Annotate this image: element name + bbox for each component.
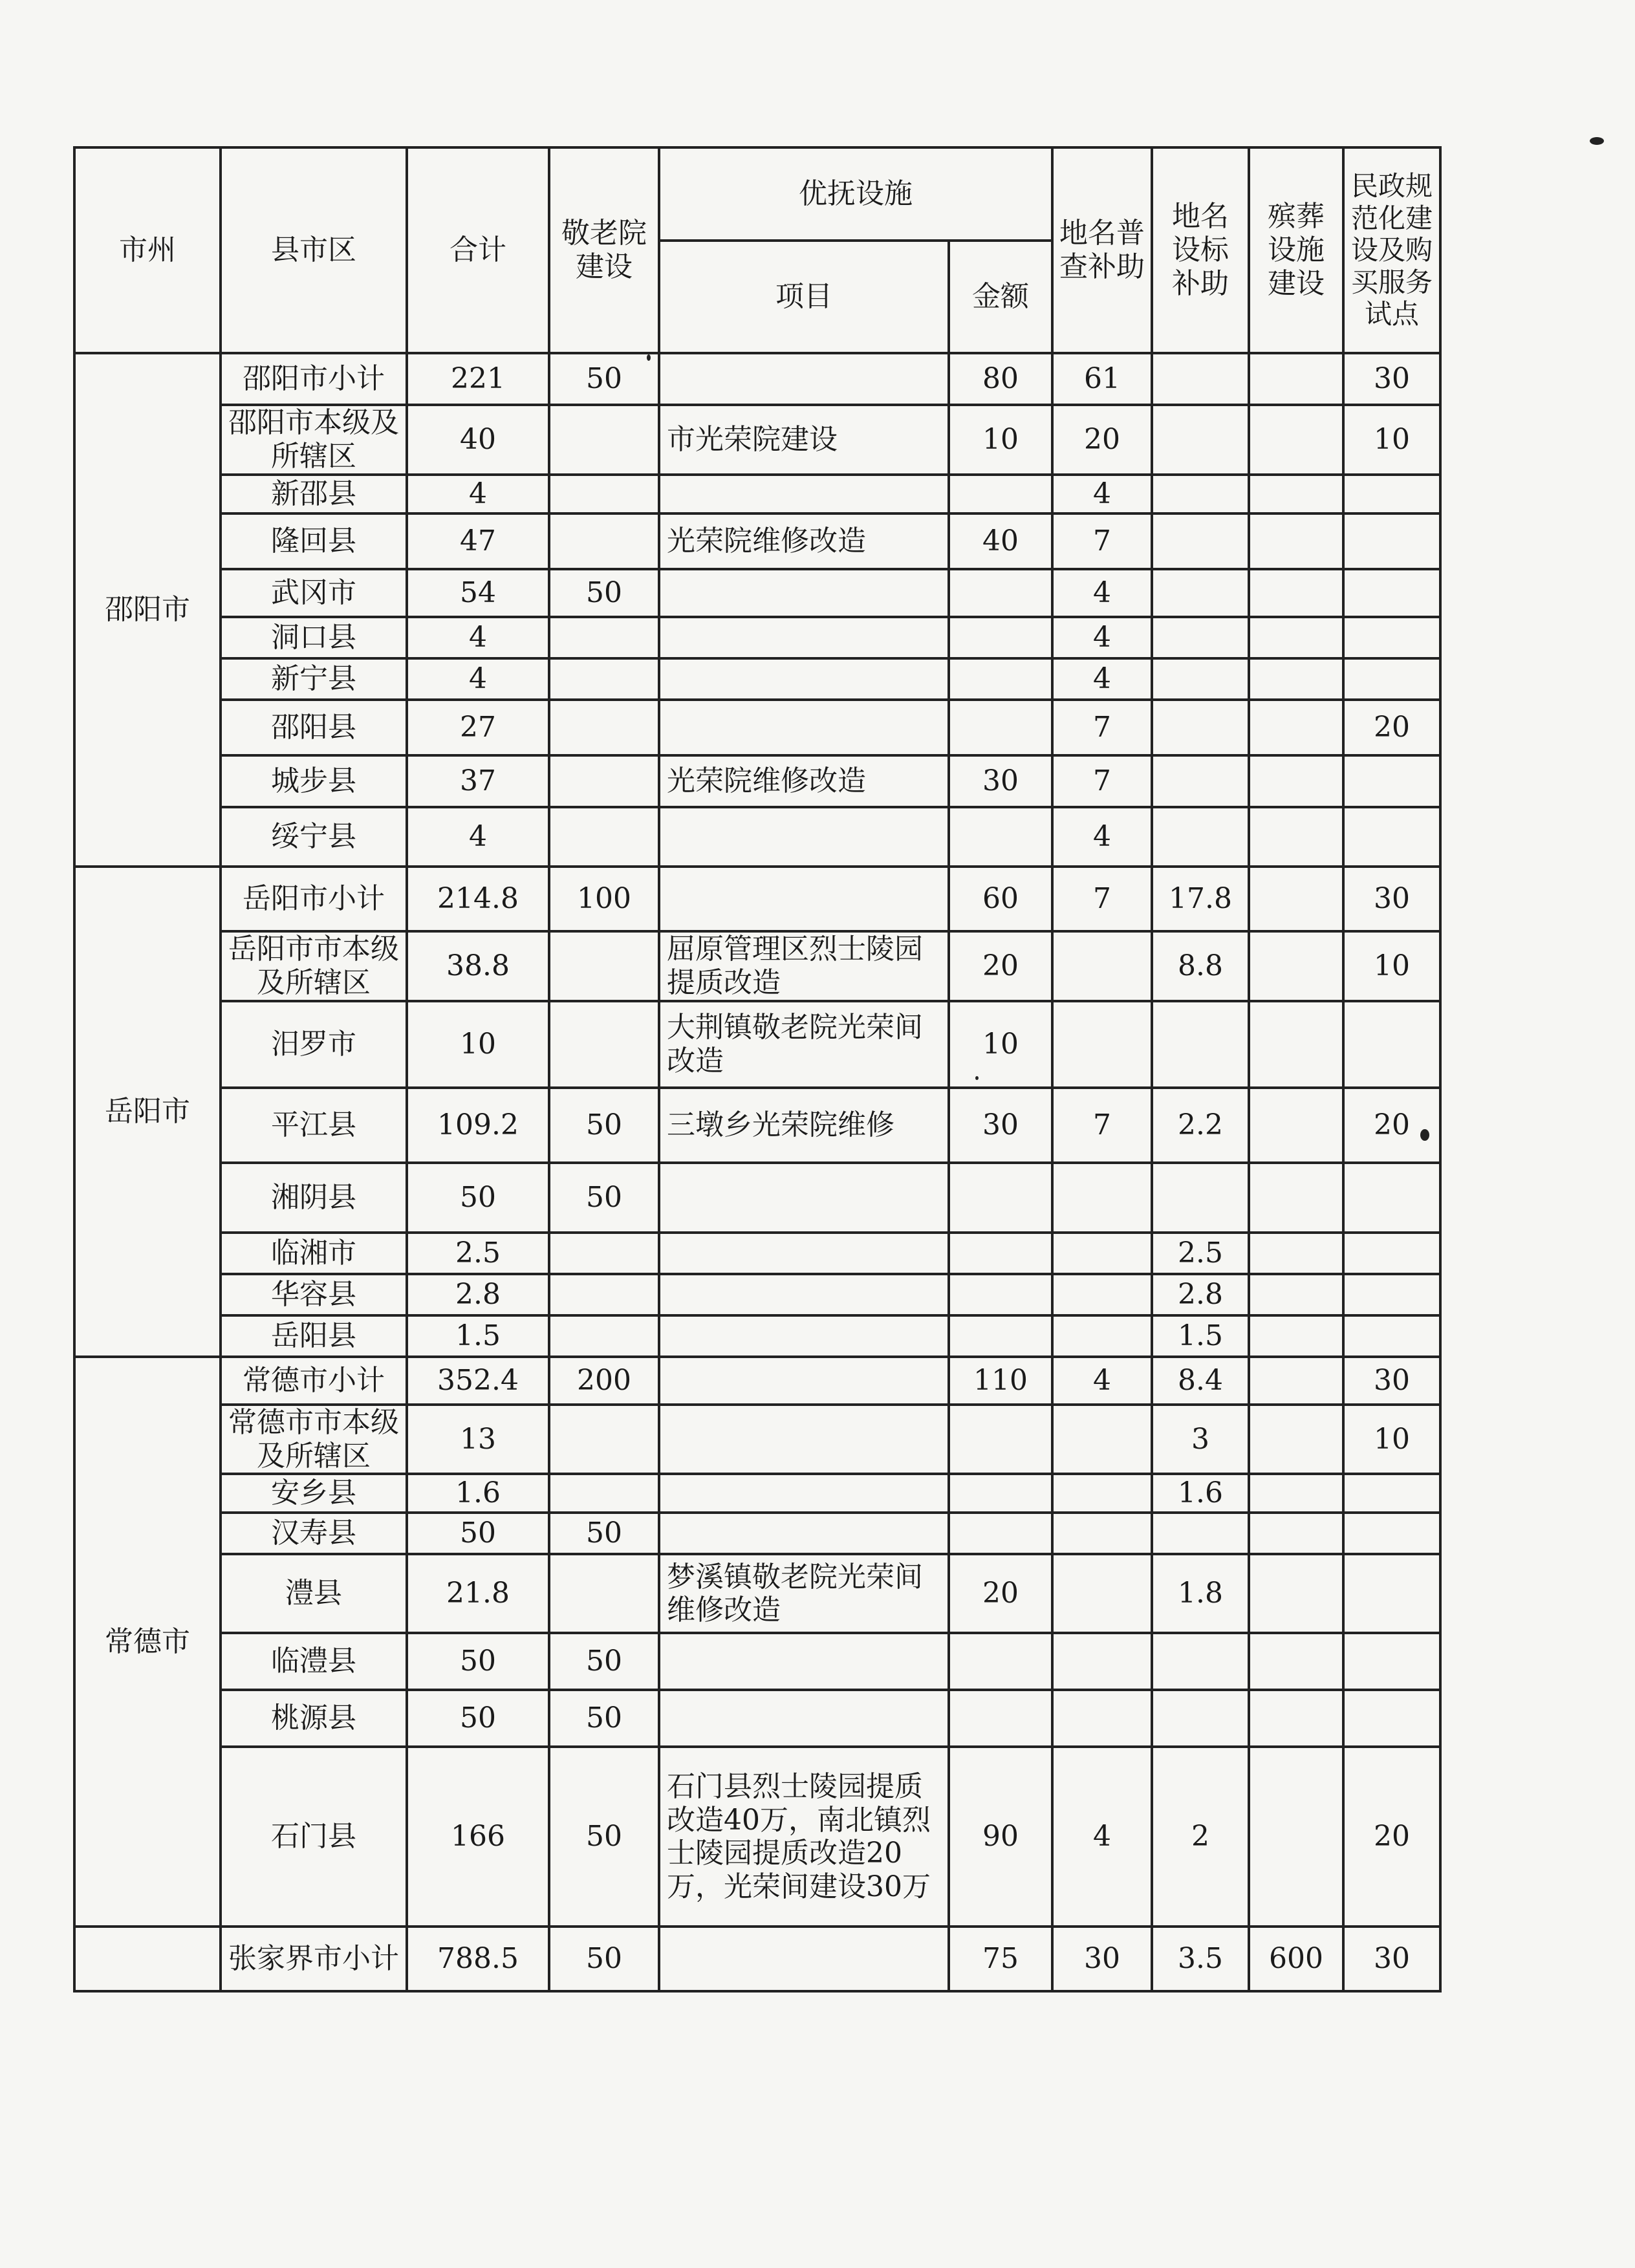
cell-youfu-item — [659, 1274, 949, 1315]
cell-binzang — [1249, 1513, 1343, 1554]
cell-county: 湘阴县 — [221, 1163, 407, 1233]
cell-elderly-home — [549, 405, 659, 475]
cell-total: 38.8 — [407, 931, 549, 1001]
cell-minzheng: 10 — [1343, 1405, 1440, 1474]
cell-diming-pucha — [1052, 1513, 1152, 1554]
cell-minzheng: 10 — [1343, 405, 1440, 475]
table-row — [74, 700, 1440, 755]
cell-diming-pucha: 7 — [1052, 755, 1152, 807]
cell-binzang — [1249, 807, 1343, 867]
header-city: 市州 — [74, 147, 221, 353]
cell-minzheng — [1343, 513, 1440, 569]
cell-diming-pucha — [1052, 1233, 1152, 1274]
cell-youfu-amount: 30 — [949, 755, 1052, 807]
cell-elderly-home: 50 — [549, 1633, 659, 1690]
cell-binzang — [1249, 867, 1343, 931]
cell-total: 166 — [407, 1747, 549, 1927]
cell-minzheng — [1343, 1163, 1440, 1233]
cell-minzheng — [1343, 1315, 1440, 1357]
cell-binzang — [1249, 1633, 1343, 1690]
cell-diming-pucha — [1052, 1474, 1152, 1513]
cell-minzheng — [1343, 1474, 1440, 1513]
cell-elderly-home: 100 — [549, 867, 659, 931]
cell-diming-shebiao — [1152, 353, 1249, 405]
cell-county: 岳阳县 — [221, 1315, 407, 1357]
cell-youfu-amount: 10 — [949, 1001, 1052, 1088]
cell-youfu-item — [659, 617, 949, 658]
cell-city: 常德市 — [74, 1357, 221, 1927]
cell-diming-pucha: 4 — [1052, 569, 1152, 617]
cell-total: 21.8 — [407, 1554, 549, 1633]
cell-minzheng — [1343, 1233, 1440, 1274]
cell-minzheng — [1343, 617, 1440, 658]
cell-elderly-home — [549, 1274, 659, 1315]
cell-total: 4 — [407, 475, 549, 513]
cell-county: 华容县 — [221, 1274, 407, 1315]
cell-binzang — [1249, 700, 1343, 755]
cell-binzang — [1249, 1315, 1343, 1357]
scan-speck — [1590, 137, 1604, 145]
cell-city: 邵阳市 — [74, 353, 221, 867]
cell-elderly-home — [549, 1405, 659, 1474]
cell-minzheng — [1343, 475, 1440, 513]
cell-diming-pucha: 4 — [1052, 1357, 1152, 1405]
table-row — [74, 807, 1440, 867]
table-row — [74, 1554, 1440, 1633]
cell-binzang — [1249, 931, 1343, 1001]
cell-county: 安乡县 — [221, 1474, 407, 1513]
cell-total: 221 — [407, 353, 549, 405]
table-row — [74, 1315, 1440, 1357]
cell-youfu-item — [659, 1233, 949, 1274]
cell-county: 城步县 — [221, 755, 407, 807]
cell-youfu-amount: 40 — [949, 513, 1052, 569]
cell-youfu-amount — [949, 1315, 1052, 1357]
cell-youfu-item — [659, 700, 949, 755]
table-row — [74, 755, 1440, 807]
cell-diming-shebiao — [1152, 617, 1249, 658]
cell-county: 新邵县 — [221, 475, 407, 513]
cell-diming-pucha — [1052, 1001, 1152, 1088]
cell-total: 109.2 — [407, 1088, 549, 1163]
cell-county: 桃源县 — [221, 1690, 407, 1747]
cell-binzang — [1249, 1233, 1343, 1274]
cell-elderly-home: 50 — [549, 1163, 659, 1233]
cell-minzheng — [1343, 1633, 1440, 1690]
cell-diming-pucha: 4 — [1052, 658, 1152, 700]
cell-elderly-home — [549, 1315, 659, 1357]
cell-youfu-amount: 30 — [949, 1088, 1052, 1163]
cell-minzheng: 30 — [1343, 867, 1440, 931]
cell-diming-shebiao: 1.5 — [1152, 1315, 1249, 1357]
header-total: 合计 — [407, 147, 549, 353]
cell-youfu-amount: 80 — [949, 353, 1052, 405]
header-youfu: 优抚设施 — [659, 147, 1052, 241]
cell-binzang — [1249, 513, 1343, 569]
cell-county: 石门县 — [221, 1747, 407, 1927]
cell-county: 张家界市小计 — [221, 1927, 407, 1991]
cell-youfu-amount: 60 — [949, 867, 1052, 931]
table-row — [74, 1233, 1440, 1274]
cell-county: 澧县 — [221, 1554, 407, 1633]
cell-county: 岳阳市市本级及所辖区 — [221, 931, 407, 1001]
cell-county: 邵阳市本级及所辖区 — [221, 405, 407, 475]
cell-total: 50 — [407, 1633, 549, 1690]
cell-binzang — [1249, 405, 1343, 475]
cell-elderly-home — [549, 1001, 659, 1088]
table-body — [74, 353, 1440, 1991]
cell-youfu-amount: 20 — [949, 931, 1052, 1001]
cell-county: 邵阳县 — [221, 700, 407, 755]
cell-diming-pucha: 7 — [1052, 867, 1152, 931]
cell-diming-shebiao — [1152, 1001, 1249, 1088]
cell-diming-pucha — [1052, 1274, 1152, 1315]
cell-minzheng — [1343, 1001, 1440, 1088]
table-row — [74, 658, 1440, 700]
scan-speck — [975, 1076, 979, 1080]
cell-total: 50 — [407, 1513, 549, 1554]
cell-diming-pucha — [1052, 1163, 1152, 1233]
cell-youfu-amount: 10 — [949, 405, 1052, 475]
cell-binzang — [1249, 1405, 1343, 1474]
cell-youfu-amount — [949, 1405, 1052, 1474]
cell-minzheng — [1343, 807, 1440, 867]
cell-binzang — [1249, 1690, 1343, 1747]
cell-diming-pucha: 4 — [1052, 475, 1152, 513]
header-binzang: 殡葬设施建设 — [1249, 147, 1343, 353]
cell-diming-pucha — [1052, 1315, 1152, 1357]
scan-speck — [647, 354, 651, 361]
cell-diming-pucha: 61 — [1052, 353, 1152, 405]
cell-diming-pucha — [1052, 1633, 1152, 1690]
cell-binzang: 600 — [1249, 1927, 1343, 1991]
cell-minzheng — [1343, 1513, 1440, 1554]
cell-diming-pucha — [1052, 1405, 1152, 1474]
cell-total: 50 — [407, 1690, 549, 1747]
header-row-1 — [74, 147, 1440, 241]
cell-youfu-amount — [949, 569, 1052, 617]
header-youfu-amount: 金额 — [949, 241, 1052, 353]
cell-total: 4 — [407, 807, 549, 867]
cell-elderly-home — [549, 755, 659, 807]
cell-binzang — [1249, 1001, 1343, 1088]
table-row — [74, 1690, 1440, 1747]
cell-youfu-item: 大荆镇敬老院光荣间改造 — [659, 1001, 949, 1088]
cell-youfu-amount: 110 — [949, 1357, 1052, 1405]
table-row — [74, 1474, 1440, 1513]
header-diming-pucha: 地名普查补助 — [1052, 147, 1152, 353]
cell-binzang — [1249, 658, 1343, 700]
cell-diming-shebiao: 1.8 — [1152, 1554, 1249, 1633]
cell-diming-pucha: 30 — [1052, 1927, 1152, 1991]
cell-diming-pucha: 7 — [1052, 513, 1152, 569]
cell-youfu-item — [659, 353, 949, 405]
cell-minzheng — [1343, 1690, 1440, 1747]
cell-elderly-home: 50 — [549, 1513, 659, 1554]
cell-youfu-item — [659, 1163, 949, 1233]
cell-youfu-amount — [949, 1274, 1052, 1315]
cell-elderly-home: 50 — [549, 1927, 659, 1991]
cell-diming-shebiao — [1152, 807, 1249, 867]
cell-county: 隆回县 — [221, 513, 407, 569]
cell-diming-shebiao — [1152, 658, 1249, 700]
cell-diming-shebiao — [1152, 569, 1249, 617]
cell-diming-shebiao: 1.6 — [1152, 1474, 1249, 1513]
table-row — [74, 1274, 1440, 1315]
cell-elderly-home: 50 — [549, 1088, 659, 1163]
cell-county: 洞口县 — [221, 617, 407, 658]
funding-table — [73, 146, 1442, 1993]
cell-binzang — [1249, 1747, 1343, 1927]
cell-total: 4 — [407, 617, 549, 658]
cell-binzang — [1249, 617, 1343, 658]
cell-minzheng — [1343, 1554, 1440, 1633]
cell-elderly-home — [549, 1233, 659, 1274]
cell-youfu-item — [659, 1513, 949, 1554]
cell-youfu-amount — [949, 1163, 1052, 1233]
cell-binzang — [1249, 569, 1343, 617]
cell-youfu-item: 光荣院维修改造 — [659, 755, 949, 807]
cell-diming-pucha — [1052, 1690, 1152, 1747]
cell-youfu-item: 三墩乡光荣院维修 — [659, 1088, 949, 1163]
cell-total: 1.6 — [407, 1474, 549, 1513]
cell-elderly-home — [549, 658, 659, 700]
cell-county: 新宁县 — [221, 658, 407, 700]
cell-diming-shebiao — [1152, 1513, 1249, 1554]
cell-youfu-item — [659, 569, 949, 617]
cell-binzang — [1249, 475, 1343, 513]
table-row — [74, 1088, 1440, 1163]
cell-youfu-item — [659, 1315, 949, 1357]
cell-county: 常德市小计 — [221, 1357, 407, 1405]
cell-elderly-home — [549, 475, 659, 513]
cell-elderly-home — [549, 1474, 659, 1513]
cell-county: 武冈市 — [221, 569, 407, 617]
cell-total: 40 — [407, 405, 549, 475]
cell-total: 54 — [407, 569, 549, 617]
cell-minzheng: 20 — [1343, 1747, 1440, 1927]
cell-diming-pucha: 4 — [1052, 617, 1152, 658]
cell-diming-shebiao — [1152, 1633, 1249, 1690]
cell-youfu-item — [659, 807, 949, 867]
cell-youfu-amount — [949, 617, 1052, 658]
cell-youfu-item: 梦溪镇敬老院光荣间维修改造 — [659, 1554, 949, 1633]
table-row — [74, 1513, 1440, 1554]
table-row — [74, 513, 1440, 569]
cell-total: 27 — [407, 700, 549, 755]
cell-minzheng: 30 — [1343, 1357, 1440, 1405]
cell-county: 汨罗市 — [221, 1001, 407, 1088]
table-row — [74, 1357, 1440, 1405]
cell-youfu-amount — [949, 475, 1052, 513]
cell-diming-shebiao: 2.8 — [1152, 1274, 1249, 1315]
cell-total: 13 — [407, 1405, 549, 1474]
cell-youfu-item — [659, 1357, 949, 1405]
cell-minzheng — [1343, 1274, 1440, 1315]
cell-elderly-home: 50 — [549, 1747, 659, 1927]
cell-diming-pucha: 4 — [1052, 1747, 1152, 1927]
cell-elderly-home: 50 — [549, 1690, 659, 1747]
table-row — [74, 569, 1440, 617]
cell-youfu-item — [659, 1927, 949, 1991]
cell-elderly-home: 50 — [549, 569, 659, 617]
cell-youfu-item — [659, 658, 949, 700]
cell-diming-shebiao: 2 — [1152, 1747, 1249, 1927]
cell-youfu-amount: 75 — [949, 1927, 1052, 1991]
cell-youfu-amount — [949, 658, 1052, 700]
cell-diming-pucha: 7 — [1052, 700, 1152, 755]
cell-binzang — [1249, 1474, 1343, 1513]
cell-total: 2.8 — [407, 1274, 549, 1315]
table-row — [74, 1747, 1440, 1927]
cell-minzheng — [1343, 755, 1440, 807]
cell-youfu-amount: 90 — [949, 1747, 1052, 1927]
cell-total: 47 — [407, 513, 549, 569]
cell-youfu-amount: 20 — [949, 1554, 1052, 1633]
cell-youfu-item — [659, 1690, 949, 1747]
cell-minzheng: 20 — [1343, 700, 1440, 755]
cell-total: 214.8 — [407, 867, 549, 931]
table-row — [74, 1163, 1440, 1233]
cell-diming-shebiao: 8.4 — [1152, 1357, 1249, 1405]
table-row — [74, 1633, 1440, 1690]
cell-elderly-home — [549, 617, 659, 658]
cell-binzang — [1249, 755, 1343, 807]
cell-diming-pucha — [1052, 931, 1152, 1001]
cell-city — [74, 1927, 221, 1991]
cell-diming-shebiao: 17.8 — [1152, 867, 1249, 931]
cell-diming-shebiao: 3.5 — [1152, 1927, 1249, 1991]
cell-county: 绥宁县 — [221, 807, 407, 867]
cell-elderly-home — [549, 931, 659, 1001]
table-row — [74, 867, 1440, 931]
cell-youfu-amount — [949, 807, 1052, 867]
cell-diming-shebiao: 3 — [1152, 1405, 1249, 1474]
cell-diming-shebiao: 8.8 — [1152, 931, 1249, 1001]
cell-binzang — [1249, 1274, 1343, 1315]
cell-youfu-item — [659, 1474, 949, 1513]
cell-diming-shebiao: 2.2 — [1152, 1088, 1249, 1163]
cell-youfu-item — [659, 867, 949, 931]
table-row — [74, 1001, 1440, 1088]
cell-youfu-amount — [949, 1474, 1052, 1513]
cell-binzang — [1249, 1357, 1343, 1405]
cell-youfu-item: 屈原管理区烈士陵园提质改造 — [659, 931, 949, 1001]
cell-diming-shebiao — [1152, 755, 1249, 807]
table-row — [74, 353, 1440, 405]
cell-diming-pucha: 4 — [1052, 807, 1152, 867]
cell-elderly-home — [549, 700, 659, 755]
table-row — [74, 475, 1440, 513]
cell-county: 岳阳市小计 — [221, 867, 407, 931]
cell-county: 临澧县 — [221, 1633, 407, 1690]
cell-minzheng — [1343, 569, 1440, 617]
cell-county: 临湘市 — [221, 1233, 407, 1274]
cell-youfu-item — [659, 475, 949, 513]
header-diming-shebiao: 地名设标补助 — [1152, 147, 1249, 353]
header-minzheng: 民政规范化建设及购买服务试点 — [1343, 147, 1440, 353]
cell-youfu-item: 石门县烈士陵园提质改造40万，南北镇烈士陵园提质改造20万，光荣间建设30万 — [659, 1747, 949, 1927]
cell-total: 352.4 — [407, 1357, 549, 1405]
cell-elderly-home: 50 — [549, 353, 659, 405]
cell-diming-pucha: 20 — [1052, 405, 1152, 475]
cell-diming-shebiao — [1152, 1690, 1249, 1747]
cell-youfu-amount — [949, 700, 1052, 755]
cell-binzang — [1249, 1554, 1343, 1633]
cell-county: 汉寿县 — [221, 1513, 407, 1554]
cell-binzang — [1249, 1163, 1343, 1233]
header-county: 县市区 — [221, 147, 407, 353]
cell-minzheng: 30 — [1343, 1927, 1440, 1991]
cell-youfu-amount — [949, 1633, 1052, 1690]
cell-minzheng: 20 — [1343, 1088, 1440, 1163]
cell-diming-shebiao: 2.5 — [1152, 1233, 1249, 1274]
header-youfu-item: 项目 — [659, 241, 949, 353]
cell-total: 50 — [407, 1163, 549, 1233]
cell-county: 邵阳市小计 — [221, 353, 407, 405]
cell-diming-pucha — [1052, 1554, 1152, 1633]
cell-elderly-home — [549, 513, 659, 569]
cell-binzang — [1249, 353, 1343, 405]
cell-total: 37 — [407, 755, 549, 807]
cell-youfu-amount — [949, 1233, 1052, 1274]
cell-elderly-home: 200 — [549, 1357, 659, 1405]
cell-youfu-amount — [949, 1513, 1052, 1554]
cell-county: 常德市市本级及所辖区 — [221, 1405, 407, 1474]
cell-binzang — [1249, 1088, 1343, 1163]
scan-speck — [1420, 1129, 1429, 1141]
cell-total: 4 — [407, 658, 549, 700]
cell-diming-shebiao — [1152, 405, 1249, 475]
cell-city: 岳阳市 — [74, 867, 221, 1357]
table-row — [74, 405, 1440, 475]
cell-minzheng: 30 — [1343, 353, 1440, 405]
cell-youfu-item: 市光荣院建设 — [659, 405, 949, 475]
cell-total: 2.5 — [407, 1233, 549, 1274]
cell-elderly-home — [549, 1554, 659, 1633]
cell-youfu-amount — [949, 1690, 1052, 1747]
cell-diming-shebiao — [1152, 700, 1249, 755]
cell-diming-shebiao — [1152, 475, 1249, 513]
cell-total: 10 — [407, 1001, 549, 1088]
cell-diming-shebiao — [1152, 513, 1249, 569]
cell-total: 788.5 — [407, 1927, 549, 1991]
cell-minzheng — [1343, 658, 1440, 700]
header-elderly-home: 敬老院建设 — [549, 147, 659, 353]
cell-youfu-item — [659, 1633, 949, 1690]
cell-youfu-item: 光荣院维修改造 — [659, 513, 949, 569]
table-row — [74, 617, 1440, 658]
cell-county: 平江县 — [221, 1088, 407, 1163]
table-row — [74, 1927, 1440, 1991]
cell-youfu-item — [659, 1405, 949, 1474]
table-row — [74, 1405, 1440, 1474]
table-row — [74, 931, 1440, 1001]
cell-total: 1.5 — [407, 1315, 549, 1357]
cell-diming-shebiao — [1152, 1163, 1249, 1233]
cell-elderly-home — [549, 807, 659, 867]
cell-minzheng: 10 — [1343, 931, 1440, 1001]
cell-diming-pucha: 7 — [1052, 1088, 1152, 1163]
